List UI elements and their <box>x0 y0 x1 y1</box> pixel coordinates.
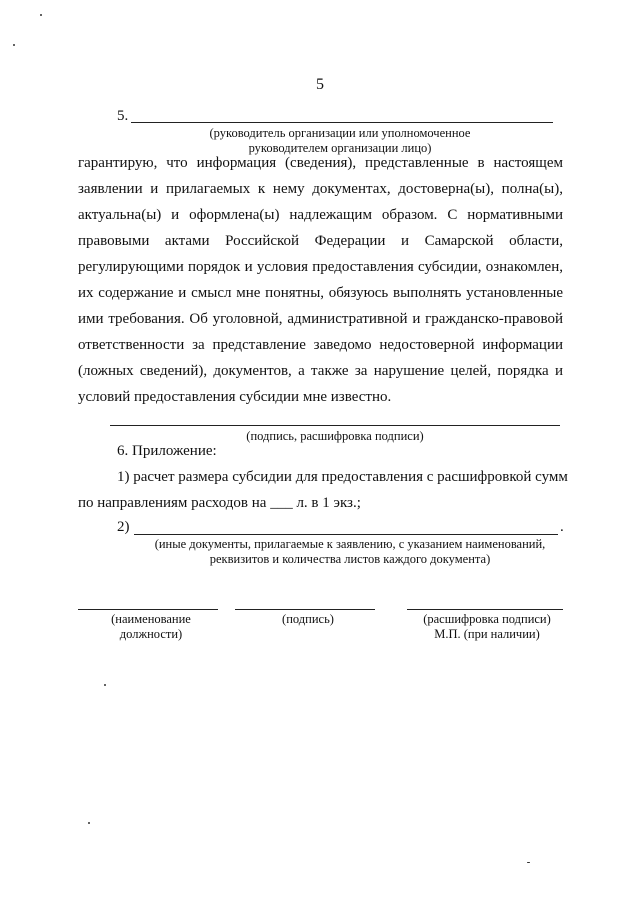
section-5-name-line <box>131 122 553 123</box>
position-caption-line-2: должности) <box>119 627 183 641</box>
scan-speck <box>40 14 42 16</box>
attachment-item-1-line-2: по направлениям расходов на ___ л. в 1 экз.; <box>78 495 361 511</box>
paragraph-line: гарантирую, что информация (сведения), представленные в настоящем <box>78 155 563 171</box>
section-5-paragraph <box>78 150 563 410</box>
attachment-item-2-end: . <box>560 519 564 535</box>
paragraph-line: правовыми актами Российской Федерации и Самарской области, <box>78 233 563 249</box>
paragraph-line: условий предоставления субсидии мне известно. <box>78 389 392 405</box>
decoding-caption <box>407 612 567 642</box>
attachment-item-1-line-1: 1) расчет размера субсидии для предоставления с расшифровкой сумм <box>117 469 568 485</box>
page-number: 5 <box>316 76 324 93</box>
section-5-caption-line-1: (руководитель организации или уполномоченное <box>209 126 471 140</box>
signature-caption: (подпись) <box>282 612 334 626</box>
scan-speck <box>104 684 106 686</box>
attachment-item-2-caption-line-1: (иные документы, прилагаемые к заявлению, с указанием наименований, <box>154 537 546 551</box>
paragraph-line: (ложных сведений), документов, а также за нарушение целей, порядка и <box>78 363 563 379</box>
scan-speck <box>527 862 530 863</box>
section-5-signature-caption: (подпись, расшифровка подписи) <box>246 429 424 443</box>
attachment-item-2-line <box>134 534 558 535</box>
paragraph-line: ими требования. Об уголовной, административной и гражданско-правовой <box>78 311 563 327</box>
decoding-caption-line-2: М.П. (при наличии) <box>434 627 540 641</box>
decoding-caption-line-1: (расшифровка подписи) <box>423 612 551 626</box>
paragraph-line: актуальна(ы) и оформлена(ы) надлежащим образом. С нормативными <box>78 207 563 223</box>
signature-line <box>235 609 375 610</box>
paragraph-line: регулирующими порядок и условия предоставления субсидии, ознакомлен, <box>78 259 563 275</box>
section-5-signature-line <box>110 425 560 426</box>
paragraph-line: заявлении и прилагаемых к нему документах, достоверна(ы), полна(ы), <box>78 181 563 197</box>
scan-speck <box>13 44 15 46</box>
paragraph-line: их содержание и смысл мне понятны, обязуюсь выполнять установленные <box>78 285 563 301</box>
position-caption <box>78 612 224 642</box>
attachment-item-2-caption-line-2: реквизитов и количества листов каждого документа) <box>209 552 491 566</box>
paragraph-line: ответственности за представление заведомо недостоверной информации <box>78 337 563 353</box>
position-line <box>78 609 218 610</box>
position-caption-line-1: (наименование <box>111 612 191 626</box>
decoding-line <box>407 609 563 610</box>
scan-speck <box>88 822 90 824</box>
section-5-caption-line-2: руководителем организации лицо) <box>248 141 432 155</box>
attachment-item-2-label: 2) <box>117 519 130 535</box>
section-5-number: 5. <box>117 108 129 124</box>
attachment-item-2-caption <box>120 537 580 567</box>
section-6-title: 6. Приложение: <box>117 443 217 459</box>
